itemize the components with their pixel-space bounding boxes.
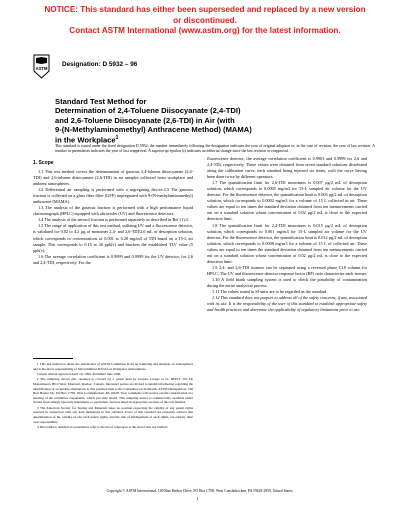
notice-line-2: Contact ASTM International (www.astm.org) for the latest information.: [69, 26, 341, 35]
paragraph-1-3: 1.3 The analysis of the gaseous fraction is performed with a high performance liquid chromatograph (HPLC) equipped with ultraviolet (UV) and fluorescence detectors.: [33, 205, 193, 217]
footnote-1b: Current edition approved April 10, 1996. Published June 1996.: [37, 371, 122, 376]
astm-logo-icon: [33, 54, 50, 79]
footnote-rule: [33, 358, 73, 359]
title-line-3: and 2,6-Toluene Diisocyanate (2,6-TDI) in Air (with: [55, 115, 235, 125]
paragraph-1-1: 1.1 This test method covers the determination of gaseous 2,4-toluene diisocyanate (2,4-TDI) and 2,6-toluene diisocyanate (2,6-TDI) in air samples collected from workplace and ambient atmospheres.: [33, 169, 193, 187]
footnotes: [33, 362, 193, 430]
superseded-notice: [40, 5, 370, 37]
footnote-1: 1 This test method is under the jurisdiction of ASTM Committee D-22 on Sampling and Analysis of Atmospheres and is the direct responsibility of Subcommittee D22.04 on Workplace Atmospheres.: [33, 362, 193, 371]
section-heading-scope: 1. Scope: [33, 160, 54, 166]
designation: Designation: D 5932 – 96: [62, 61, 138, 68]
title-line-4: 9-(N-Methylaminomethyl) Anthracene Method) (MAMA): [55, 124, 252, 134]
paragraph-1-9: 1.9 2,4- and 2,6-TDI isomers can be separated using a reversed phase C18 column for HPLC. The UV and fluorescence detector response factor (RF) ratio characterize each isomer.: [207, 264, 367, 276]
preamble: This standard is issued under the fixed designation D 5932; the number immediately following the designation indicates the year of original adoption or, in the case of revision, the year of last revision. A number in parentheses indicates the year of last reapproval. A superscript epsilon (ε) indicates an editorial change since the last revision or reapproval.: [55, 144, 375, 154]
document-title: [55, 97, 375, 145]
paragraph-1-7: 1.7 The quantification limit for 2,6-TDI monomers is 0.007 µg/2 mL of desorption solution, which corresponds to 0.0005 mg/m3 for 15-L sampled air volume for the UV detector. For the fluorescence detector, the quantification limit is 0.003 µg/2 mL of desorption solution, which corresponds to 0.0002 mg/m3 for a volume of 15 L collected in air. These values are equal to ten times the standard deviation obtained from ten measurements carried out on a standard solution whose concentration of 0.02 µg/2 mL is close to the expected detection limit.: [207, 180, 367, 222]
footnote-3: 3 The American Society for Testing and Materials takes no position respecting the validity of any patent rights asserted in connection with any item mentioned in this standard. Users of this standard are expressly advised that determination of the validity of any such patent rights, and the risk of infringement of such rights, are entirely their own responsibility.: [33, 405, 193, 424]
paragraph-1-6-continued: fluorescence detector, the average correlation coefficient is 0.9903 and 0.9999 for 2,6 and 2,4-TDI, respectively. These values were obtained from seven standard solutions distributed along the calibration curve, each standard being injected six times, with the curve having been done twice by different operators.: [207, 156, 367, 180]
paragraph-1-8: 1.8 The quantification limit for 2,4-TDI monomers is 0.015 µg/2 mL of desorption solution, which corresponds to 0.001 mg/m3 for 15-L sampled air volume for the UV detector. For the fluorescence detector, the quantification limit is 0.012 µg/2 mL of desorption solution, which corresponds to 0.0008 mg/m3 for a volume of 15 L of collected air. These values are equal to ten times the standard deviation obtained from ten measurements carried out on a standard solution whose concentration of 0.02 µg/2 mL is close to the expected detection limit.: [207, 222, 367, 264]
title-footnote-mark: 1: [115, 135, 119, 142]
copyright-line: Copyright © ASTM International, 100 Barr Harbor Drive, PO Box C700, West Conshohocken, PA 19428-2959, United States.: [106, 489, 294, 493]
footnote-2: 2 The sampling device (the cassette) is covered by a patent held by Jacques Lesage et al., IRSST, 505 De Maisonneuve Blvd West, Montreal, Quebec, Canada. Interested parties are invited to submit information regarding the identification of acceptable alternatives to this patented item to the Committee on Standards, ASTM Headquarters, 100 Barr Harbor Dr., PO Box C700, West Conshohocken, PA 19428. Your comments will receive careful consideration at a meeting of the committee responsible, which you may attend. This sampling device is commercially available under license from Omega Specialty Instrument, or equivalent. Sources listed in appropriate sections of this test method.: [33, 377, 193, 405]
paragraph-1-4: 1.4 The analysis of the aerosol fraction is performed separately as described in Ref (1).4: [38, 217, 188, 223]
title-line-1: Standard Test Method for: [55, 97, 147, 106]
paragraph-1-5: 1.5 The range of application of this test method, utilizing UV and a fluorescence detector, is validated for 0.02 to 4.2 µg of monomer 2,4- and 2,6-TDI/2.0 mL of desorption solution, which corresponds to concentrations of 0.001 to 0.28 mg/m3 of TDI based on a 15-L air sample. This corresponds to 0.15 to 40 ppb(v) and brackets the established TLV value (5 ppb(v).: [33, 223, 193, 253]
paragraph-1-2: 1.2 Differential air sampling is performed with a segregating device.2,3 The gaseous fraction is collected on a glass fiber filter (GFF) impregnated with 9-(N-methylaminomethyl) anthracene (MAMA).: [33, 187, 193, 205]
paragraph-1-10: 1.10 A field blank sampling system is used to check the possibility of contamination during the entire analytical process.: [207, 276, 367, 288]
paragraph-1-6: 1.6 The average correlation coefficient is 0.9999 and 0.9999 for the UV detector, for 2,6 and 2,4-TDI, respectively. For the: [33, 253, 193, 265]
title-line-2: Determination of 2,4-Toluene Diisocyanate (2,4-TDI): [55, 106, 241, 116]
notice-line-1: NOTICE: This standard has either been superseded and replaced by a new version or discontinued.: [44, 5, 366, 25]
title-line-5-text: in the Workplace: [55, 135, 116, 145]
logo-text: ASTM: [35, 66, 48, 71]
page-number: 1: [196, 496, 199, 501]
right-column: [207, 156, 367, 313]
footnote-4: 4 The boldface numbers in parentheses refer to the list of references at the end of this test method.: [37, 424, 169, 429]
paragraph-1-11: 1.11 The values stated in SI units are to be regarded as the standard.: [212, 289, 328, 295]
paragraph-1-12: 1.12 This standard does not purport to address all of the safety concerns, if any, associated with its use. It is the responsibility of the user of this standard to establish appropriate safety and health practices and determine the applicability of regulatory limitations prior to use.: [207, 295, 367, 313]
left-column: [33, 154, 193, 266]
